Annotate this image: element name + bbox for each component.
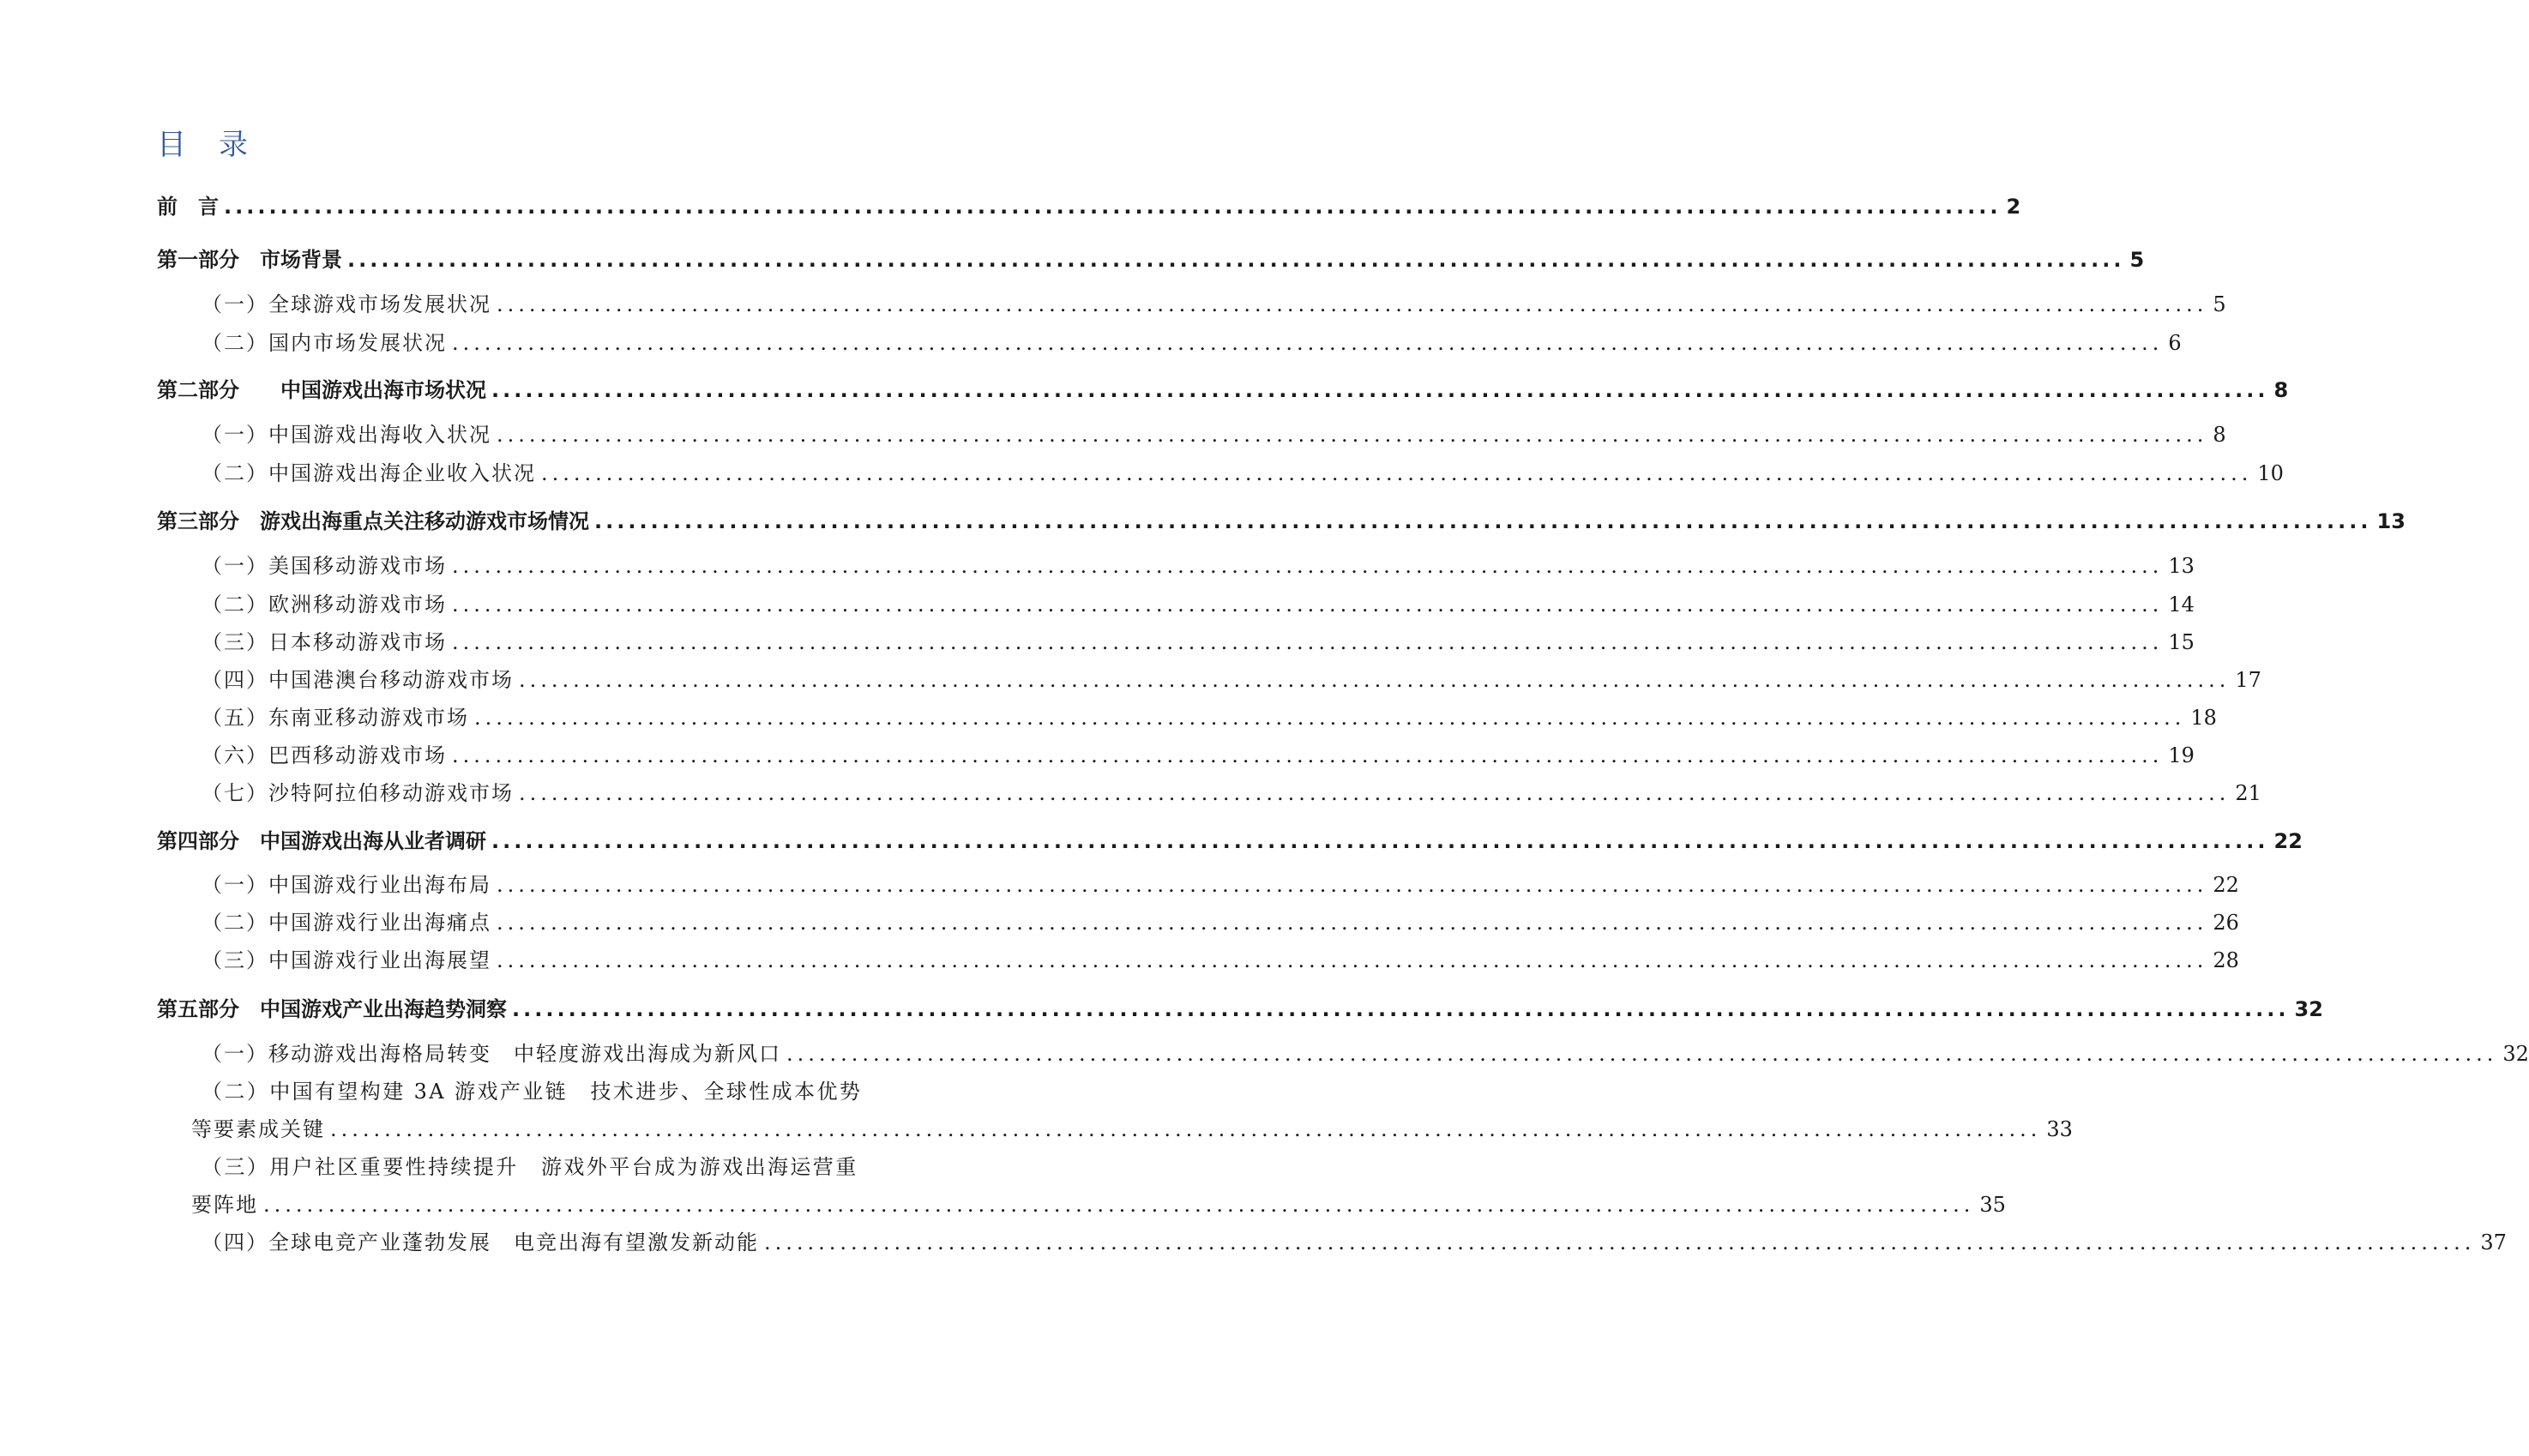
toc-page-number: 22 xyxy=(2273,829,2303,853)
toc-page-number: 32 xyxy=(2502,1042,2529,1066)
toc-entry-label: （一）全球游戏市场发展状况 xyxy=(202,292,491,316)
toc-page-number: 10 xyxy=(2257,461,2284,485)
toc-entry-3-4[interactable] xyxy=(202,667,2261,693)
toc-page-number: 13 xyxy=(2376,509,2406,533)
toc-page-number: 26 xyxy=(2213,911,2239,935)
toc-entry-label: （五）东南亚移动游戏市场 xyxy=(202,706,469,730)
dot-leader: .............................................................................................................................................................. xyxy=(764,1230,2476,1254)
toc-page-number: 8 xyxy=(2273,378,2289,402)
toc-entry-label: 前 言 xyxy=(157,195,219,219)
toc-page-number: 19 xyxy=(2168,743,2195,767)
toc-entry-4-1[interactable] xyxy=(202,872,2239,898)
toc-page-number: 14 xyxy=(2168,593,2195,617)
dot-leader: .............................................................................................................................................................. xyxy=(452,630,2164,654)
toc-entry-part-3[interactable] xyxy=(157,508,2406,534)
toc-entry-3-5[interactable] xyxy=(202,705,2217,731)
dot-leader: .............................................................................................................................................................. xyxy=(594,509,2372,533)
toc-entry-label: （二）中国游戏行业出海痛点 xyxy=(202,911,491,935)
toc-page-number: 5 xyxy=(2129,248,2145,272)
toc-entry-2-2[interactable] xyxy=(202,460,2284,486)
toc-entry-5-3-line1[interactable]: （三）用户社区重要性持续提升 游戏外平台成为游戏出海运营重 xyxy=(202,1155,858,1179)
toc-entry-5-1[interactable] xyxy=(202,1041,2529,1067)
toc-entry-label: （六）巴西移动游戏市场 xyxy=(202,743,447,767)
toc-page-number: 33 xyxy=(2046,1117,2073,1141)
dot-leader: .............................................................................................................................................................. xyxy=(452,554,2164,578)
toc-page-number: 17 xyxy=(2235,668,2261,692)
toc-entry-label: 第一部分 市场背景 xyxy=(157,248,342,272)
toc-entry-label: 第三部分 游戏出海重点关注移动游戏市场情况 xyxy=(157,509,589,533)
toc-entry-3-2[interactable] xyxy=(202,592,2195,617)
toc-entry-label: （二）中国游戏出海企业收入状况 xyxy=(202,461,536,485)
dot-leader: .............................................................................................................................................................. xyxy=(786,1042,2498,1066)
dot-leader: .............................................................................................................................................................. xyxy=(263,1193,1975,1217)
toc-entry-label: 要阵地 xyxy=(191,1193,258,1217)
dot-leader: .............................................................................................................................................................. xyxy=(330,1117,2042,1141)
toc-page-number: 28 xyxy=(2213,948,2239,972)
dot-leader: .............................................................................................................................................................. xyxy=(452,743,2164,767)
toc-entry-5-4[interactable] xyxy=(202,1230,2507,1255)
toc-entry-part-5[interactable] xyxy=(157,996,2323,1022)
toc-entry-label: 第四部分 中国游戏出海从业者调研 xyxy=(157,829,486,853)
toc-entry-label: （四）中国港澳台移动游戏市场 xyxy=(202,668,514,692)
toc-entry-label: （七）沙特阿拉伯移动游戏市场 xyxy=(202,781,514,805)
toc-page-number: 37 xyxy=(2480,1230,2507,1254)
toc-page-number: 2 xyxy=(2006,195,2021,219)
toc-page-number: 15 xyxy=(2168,630,2195,654)
toc-entry-3-7[interactable] xyxy=(202,780,2261,806)
dot-leader: .............................................................................................................................................................. xyxy=(491,378,2269,402)
toc-entry-1-1[interactable] xyxy=(202,292,2226,317)
toc-entry-3-3[interactable] xyxy=(202,629,2195,655)
dot-leader: .............................................................................................................................................................. xyxy=(541,461,2253,485)
toc-entry-3-1[interactable] xyxy=(202,553,2195,579)
dot-leader: .............................................................................................................................................................. xyxy=(512,997,2290,1021)
toc-entry-label: （四）全球电竞产业蓬勃发展 电竞出海有望激发新动能 xyxy=(202,1230,759,1254)
toc-entry-label: （一）移动游戏出海格局转变 中轻度游戏出海成为新风口 xyxy=(202,1042,781,1066)
toc-entry-label: （三）中国游戏行业出海展望 xyxy=(202,948,491,972)
toc-page-number: 21 xyxy=(2235,781,2261,805)
dot-leader: .............................................................................................................................................................. xyxy=(497,292,2208,316)
toc-entry-2-1[interactable] xyxy=(202,422,2226,448)
toc-page-number: 8 xyxy=(2213,423,2226,447)
toc-entry-label: 第二部分 中国游戏出海市场状况 xyxy=(157,378,486,402)
toc-page-number: 32 xyxy=(2294,997,2323,1021)
toc-page-number: 6 xyxy=(2168,331,2182,355)
dot-leader: .............................................................................................................................................................. xyxy=(452,331,2164,355)
toc-entry-label: （二）欧洲移动游戏市场 xyxy=(202,593,447,617)
toc-page-number: 22 xyxy=(2213,873,2239,897)
toc-entry-label: （一）中国游戏行业出海布局 xyxy=(202,873,491,897)
toc-entry-5-2[interactable] xyxy=(191,1116,2073,1142)
toc-page-number: 13 xyxy=(2168,554,2195,578)
dot-leader: .............................................................................................................................................................. xyxy=(497,948,2208,972)
toc-title: 目 录 xyxy=(157,128,250,162)
dot-leader: .............................................................................................................................................................. xyxy=(347,248,2125,272)
dot-leader: .............................................................................................................................................................. xyxy=(519,781,2231,805)
toc-entry-5-3[interactable] xyxy=(191,1192,2006,1218)
toc-page-number: 35 xyxy=(1979,1193,2006,1217)
dot-leader: .............................................................................................................................................................. xyxy=(224,195,2002,219)
toc-entry-4-2[interactable] xyxy=(202,910,2239,936)
toc-entry-label: （三）日本移动游戏市场 xyxy=(202,630,447,654)
dot-leader: .............................................................................................................................................................. xyxy=(452,593,2164,617)
toc-entry-label: （一）中国游戏出海收入状况 xyxy=(202,423,491,447)
toc-entry-3-6[interactable] xyxy=(202,743,2195,768)
toc-entry-label: （二）国内市场发展状况 xyxy=(202,331,447,355)
dot-leader: .............................................................................................................................................................. xyxy=(519,668,2231,692)
toc-entry-label: 等要素成关键 xyxy=(191,1117,325,1141)
toc-entry-preface[interactable] xyxy=(157,194,2021,220)
dot-leader: .............................................................................................................................................................. xyxy=(497,423,2208,447)
dot-leader: .............................................................................................................................................................. xyxy=(474,706,2186,730)
toc-entry-part-2[interactable] xyxy=(157,377,2289,403)
dot-leader: .............................................................................................................................................................. xyxy=(491,829,2269,853)
toc-page-number: 18 xyxy=(2190,706,2217,730)
toc-page-number: 5 xyxy=(2213,292,2226,316)
toc-entry-label: （一）美国移动游戏市场 xyxy=(202,554,447,578)
toc-entry-4-3[interactable] xyxy=(202,948,2239,973)
dot-leader: .............................................................................................................................................................. xyxy=(497,873,2208,897)
toc-entry-label: 第五部分 中国游戏产业出海趋势洞察 xyxy=(157,997,507,1021)
toc-entry-1-2[interactable] xyxy=(202,330,2182,356)
toc-entry-part-1[interactable] xyxy=(157,247,2145,273)
dot-leader: .............................................................................................................................................................. xyxy=(497,911,2208,935)
toc-entry-part-4[interactable] xyxy=(157,828,2303,854)
toc-entry-5-2-line1[interactable]: （二）中国有望构建 3A 游戏产业链 技术进步、全球性成本优势 xyxy=(202,1080,863,1104)
